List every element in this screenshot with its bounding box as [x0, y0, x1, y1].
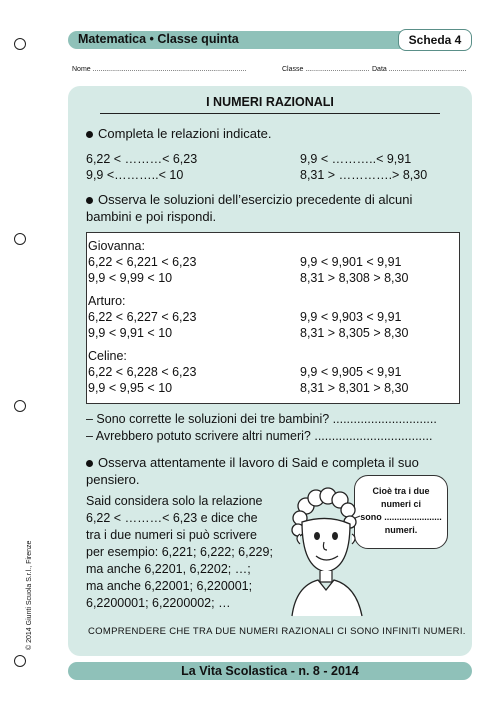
solution-row: 9,9 < 9,903 < 9,91	[300, 310, 402, 324]
child-name: Arturo:	[88, 294, 126, 308]
copyright-note: © 2014 Giunti Scuola S.r.l., Firenze	[26, 540, 33, 650]
solution-row: 6,22 < 6,221 < 6,23	[88, 255, 197, 269]
solution-row: 9,9 < 9,901 < 9,91	[300, 255, 402, 269]
class-field[interactable]: Classe .................................	[282, 66, 370, 73]
question-2[interactable]: – Avrebbero potuto scrivere altri numeri? ..................................	[86, 429, 433, 443]
bubble-line: numeri ci	[380, 499, 421, 509]
exercise-2-instruction: Osserva le soluzioni dell’esercizio precedente di alcuni	[86, 192, 412, 207]
said-text-line: ma anche 6,22001; 6,220001;	[86, 579, 253, 593]
exercise-3-instruction: Osserva attentamente il lavoro di Said e completa il suo	[86, 455, 419, 470]
exercise-2-instruction-cont: bambini e poi rispondi.	[86, 209, 217, 224]
said-text-line: 6,22 < ………< 6,23 e dice che	[86, 511, 258, 525]
exercise-1-row[interactable]: 9,9 < ………..< 9,91	[300, 152, 412, 166]
said-text-line: 6,2200001; 6,2200002; …	[86, 596, 231, 610]
learning-objective: COMPRENDERE CHE TRA DUE NUMERI RAZIONALI CI SONO INFINITI NUMERI.	[88, 626, 466, 637]
solution-row: 9,9 < 9,99 < 10	[88, 271, 173, 285]
header-bar	[68, 31, 472, 49]
subject-label: Matematica • Classe quinta	[78, 32, 239, 46]
binder-hole-2	[14, 233, 26, 245]
exercise-3-instruction-cont: pensiero.	[86, 472, 140, 487]
speech-bubble	[354, 475, 448, 549]
date-field[interactable]: Data ........................................	[372, 66, 467, 73]
binder-hole-1	[14, 38, 26, 50]
bubble-answer-blank[interactable]: sono .......................	[360, 512, 442, 522]
exercise-1-row[interactable]: 6,22 < ………< 6,23	[86, 152, 198, 166]
solution-row: 8,31 > 8,308 > 8,30	[300, 271, 409, 285]
said-text-line: ma anche 6,2201, 6,2202; …;	[86, 562, 251, 576]
solution-row: 6,22 < 6,228 < 6,23	[88, 365, 197, 379]
said-text-line: Said considera solo la relazione	[86, 494, 263, 508]
solution-row: 9,9 < 9,905 < 9,91	[300, 365, 402, 379]
solution-row: 6,22 < 6,227 < 6,23	[88, 310, 197, 324]
exercise-1-instruction: Completa le relazioni indicate.	[86, 126, 271, 141]
page-title: I NUMERI RAZIONALI	[100, 95, 440, 114]
said-text-line: tra i due numeri si può scrivere	[86, 528, 257, 542]
binder-hole-4	[14, 655, 26, 667]
exercise-1-row[interactable]: 9,9 <………..< 10	[86, 168, 184, 182]
exercise-1-row[interactable]: 8,31 > ………….> 8,30	[300, 168, 428, 182]
boy-illustration-icon	[288, 476, 368, 626]
child-name: Giovanna:	[88, 239, 145, 253]
solution-row: 9,9 < 9,95 < 10	[88, 381, 173, 395]
solution-row: 8,31 > 8,305 > 8,30	[300, 326, 409, 340]
question-1[interactable]: – Sono corrette le soluzioni dei tre bambini? ..............................	[86, 412, 437, 426]
solution-row: 9,9 < 9,91 < 10	[88, 326, 173, 340]
bubble-line: numeri.	[384, 525, 418, 535]
solution-row: 8,31 > 8,301 > 8,30	[300, 381, 409, 395]
footer-bar: La Vita Scolastica - n. 8 - 2014	[68, 662, 472, 680]
name-field[interactable]: Nome ...............................................................................	[72, 66, 247, 73]
binder-hole-3	[14, 400, 26, 412]
said-text-line: per esempio: 6,221; 6,222; 6,229;	[86, 545, 273, 559]
child-name: Celine:	[88, 349, 127, 363]
sheet-label: Scheda 4	[398, 29, 472, 51]
bubble-line: Cioè tra i due	[372, 486, 430, 496]
